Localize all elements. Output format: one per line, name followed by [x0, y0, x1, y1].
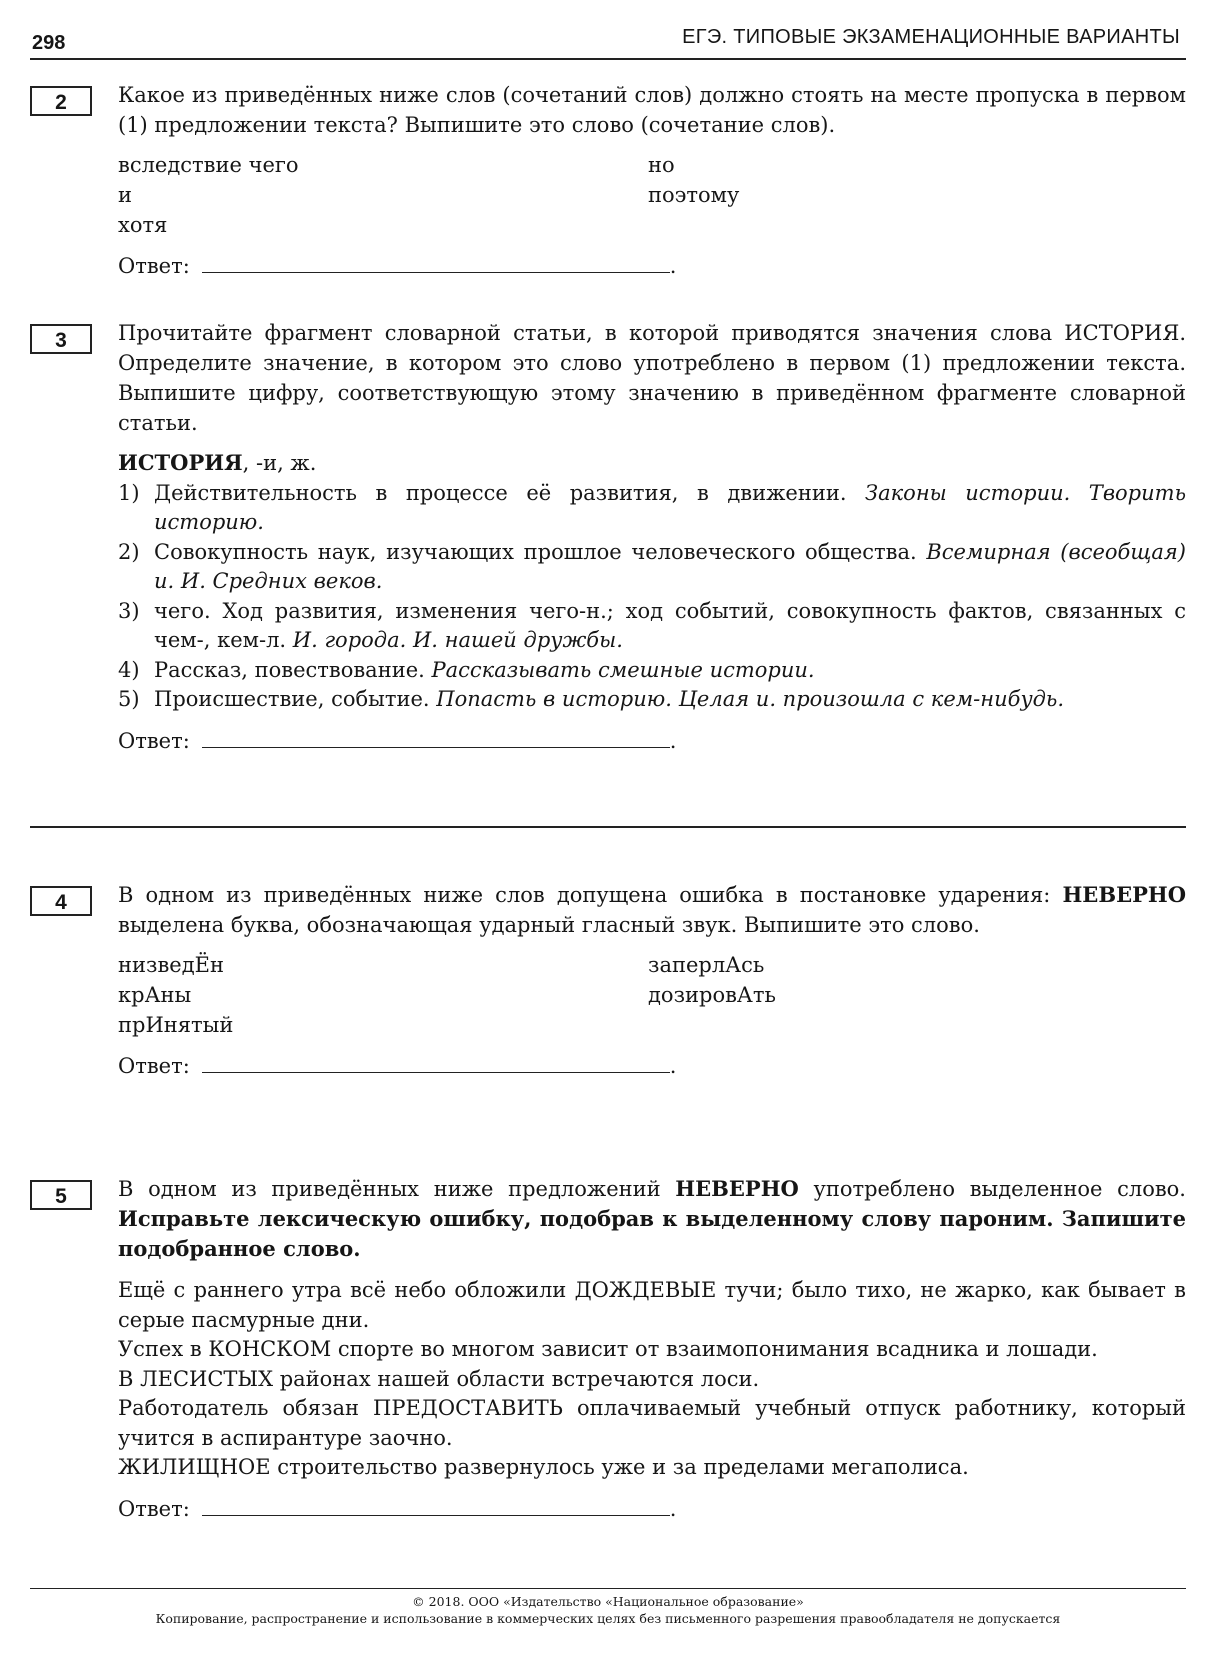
dictionary-entry [118, 448, 1186, 715]
answer-label: Ответ: [118, 254, 190, 278]
copyright-text: © 2018. ООО «Издательство «Национальное образование» [412, 1594, 804, 1609]
task-question: В одном из приведённых ниже слов допущена ошибка в постановке ударения: НЕВЕРНО выделена буква, обозначающая ударный гласный звук. Выпишите это слово. [118, 882, 1186, 937]
task-question: Какое из приведённых ниже слов (сочетаний слов) должно стоять на месте пропуска в первом (1) предложении текста? Выпишите это слово (сочетание слов). [118, 83, 1186, 137]
page-number: 298 [32, 32, 66, 54]
definition-item: 5) Происшествие, событие. Попасть в историю. Целая и. произошла с кем-нибудь. [118, 687, 1065, 711]
answer-label: Ответ: [118, 728, 190, 753]
task-number-box: 4 [30, 886, 92, 916]
answer-row: Ответ: . [118, 250, 1186, 281]
dictionary-grammar: , -и, ж. [242, 451, 317, 475]
option: вследствие чего [118, 153, 299, 177]
answer-field[interactable] [202, 250, 670, 273]
options [118, 150, 1186, 240]
answer-row: Ответ: . [118, 725, 1186, 756]
page-footer [30, 1588, 1186, 1627]
copyright-notice: Копирование, распространение и использование в коммерческих целях без письменного разрешения правообладателя не допускается [155, 1611, 1061, 1626]
option: низведЁн [118, 953, 224, 977]
sentence: ЖИЛИЩНОЕ строительство развернулось уже и за пределами мегаполиса. [118, 1455, 969, 1479]
answer-row: Ответ: . [118, 1050, 1186, 1081]
sentence-list [118, 1276, 1186, 1483]
answer-label: Ответ: [118, 1496, 190, 1521]
definition-item: 3) чего. Ход развития, изменения чего-н.; ход событий, совокупность фактов, связанных с чем-, кем-л. И. города. И. нашей дружбы. [118, 598, 1186, 652]
task-number-box: 5 [30, 1180, 92, 1210]
answer-label: Ответ: [118, 1054, 190, 1078]
option: и [118, 183, 132, 207]
option: хотя [118, 213, 168, 237]
options [118, 950, 1186, 1040]
task-number-box: 2 [30, 86, 92, 116]
task-number-box: 3 [30, 324, 92, 354]
option: дозировАть [648, 983, 776, 1007]
answer-field[interactable] [202, 1050, 670, 1073]
dictionary-headword: ИСТОРИЯ [118, 450, 243, 475]
option: но [648, 153, 675, 177]
page-header [30, 22, 1186, 60]
sentence: В ЛЕСИСТЫХ районах нашей области встречаются лоси. [118, 1366, 760, 1391]
definition-item: 2) Совокупность наук, изучающих прошлое человеческого общества. Всемирная (всеобщая) и. И. Средних веков. [118, 539, 1186, 593]
option: крАны [118, 983, 192, 1007]
header-title: ЕГЭ. ТИПОВЫЕ ЭКЗАМЕНАЦИОННЫЕ ВАРИАНТЫ [682, 26, 1180, 48]
answer-row: Ответ: . [118, 1493, 1186, 1524]
definition-item: 1) Действительность в процессе её развития, в движении. Законы истории. Творить историю. [118, 480, 1186, 534]
sentence: Ещё с раннего утра всё небо обложили ДОЖДЕВЫЕ тучи; было тихо, не жарко, как бывает в серые пасмурные дни. [118, 1278, 1186, 1332]
option: заперлАсь [648, 953, 765, 977]
option: поэтому [648, 183, 740, 207]
definition-item: 4) Рассказ, повествование. Рассказывать смешные истории. [118, 657, 815, 682]
section-divider [30, 826, 1186, 828]
sentence: Успех в КОНСКОМ спорте во многом зависит от взаимопонимания всадника и лошади. [118, 1337, 1098, 1361]
task-question: В одном из приведённых ниже предложений НЕВЕРНО употреблено выделенное слово. Исправьте лексическую ошибку, подобрав к выделенному слову пароним. Запишите подобранное слово. [118, 1176, 1186, 1261]
sentence: Работодатель обязан ПРЕДОСТАВИТЬ оплачиваемый учебный отпуск работнику, который учится в аспирантуре заочно. [118, 1396, 1186, 1450]
option: прИнятый [118, 1013, 234, 1037]
answer-field[interactable] [202, 1493, 670, 1516]
answer-field[interactable] [202, 725, 670, 748]
task-question: Прочитайте фрагмент словарной статьи, в которой приводятся значения слова ИСТОРИЯ. Определите значение, в котором это слово употреблено в первом (1) предложении текста. Выпишите цифру, соответствующую этому значению в приведённом фрагменте словарной статьи. [118, 321, 1186, 435]
